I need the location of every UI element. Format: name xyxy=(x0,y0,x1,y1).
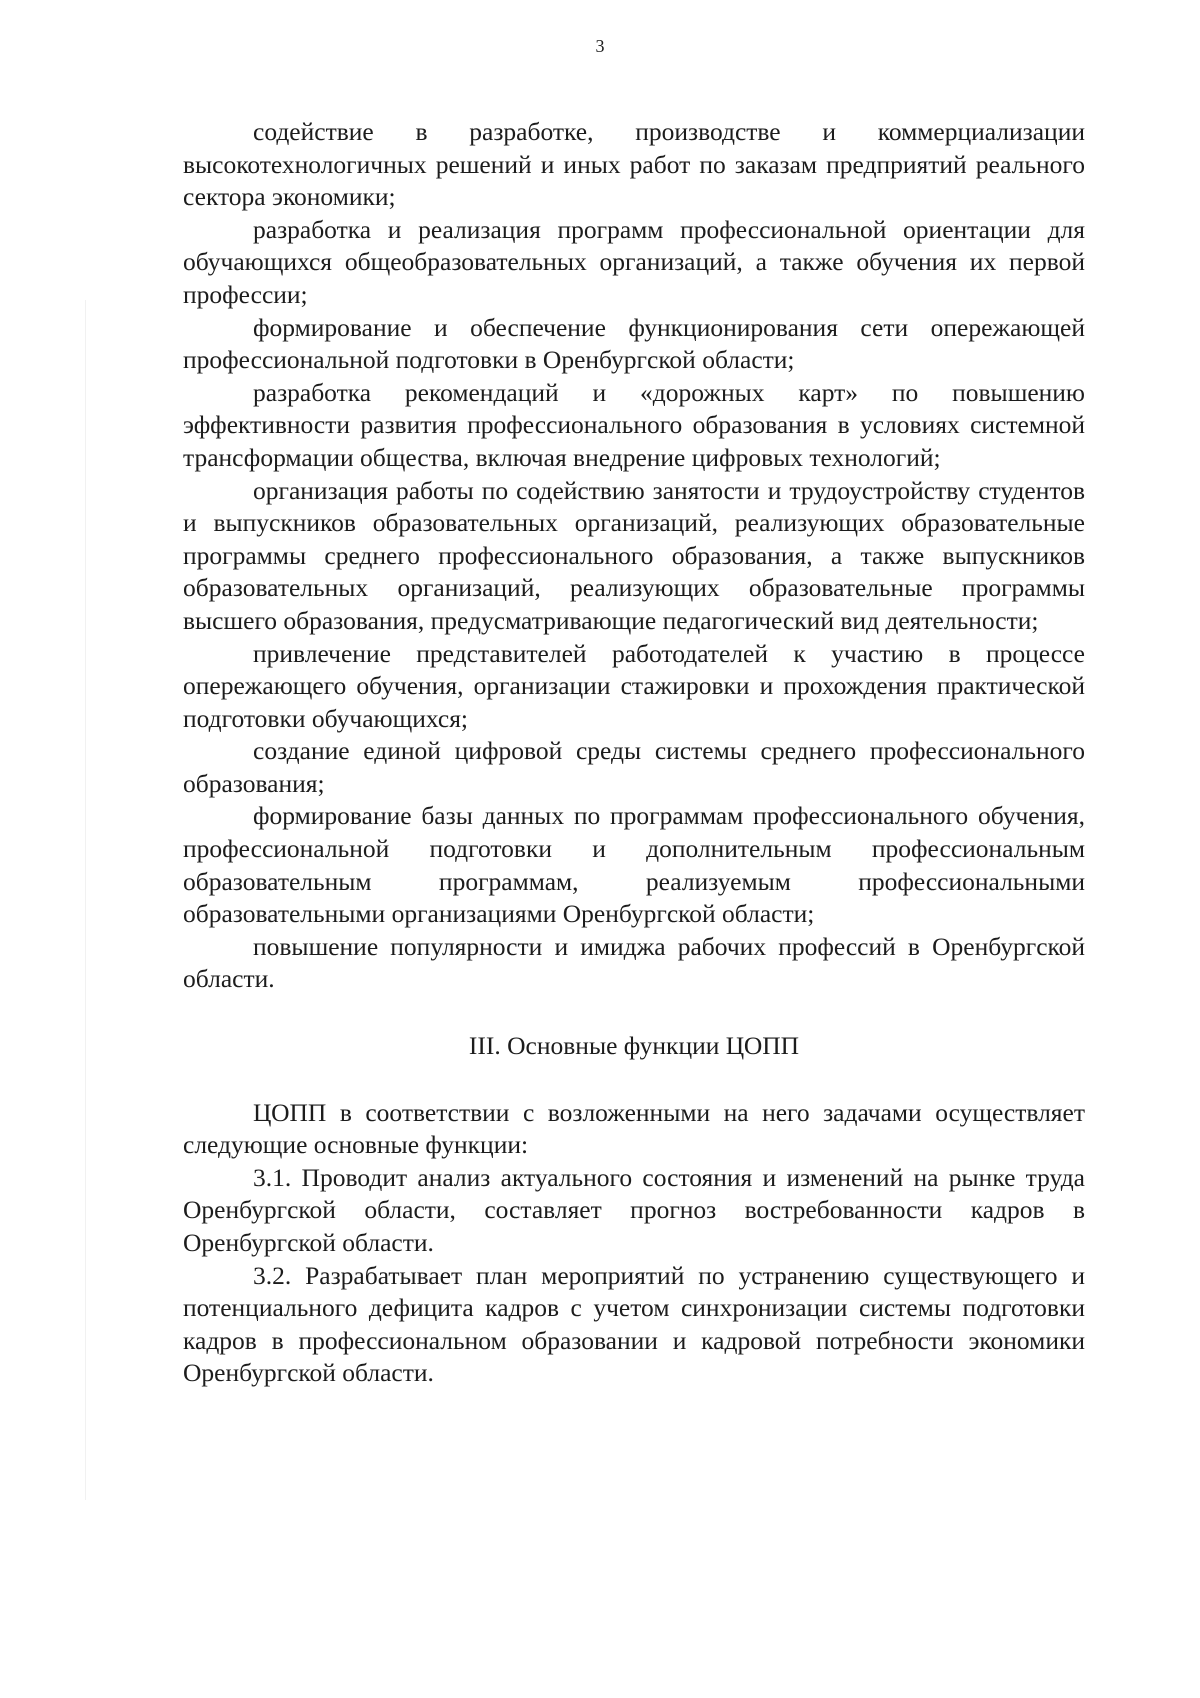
page-number: 3 xyxy=(595,36,605,56)
document-body xyxy=(183,116,1085,1390)
paragraph-digital-environment: создание единой цифровой среды системы среднего профессионального образования; xyxy=(183,736,1085,798)
paragraph-function-3-2: 3.2. Разрабатывает план мероприятий по устранению существующего и потенциального дефицита кадров с учетом синхронизации системы подготовки кадров в профессиональном образовании и кадровой потребности экономики Оренбургской области. xyxy=(183,1260,1085,1388)
paragraph-employment: организация работы по содействию занятости и трудоустройству студентов и выпускников образовательных организаций, реализующих образовательные программы среднего профессионального образования, а также выпускников образовательных организаций, реализующих образовательные программы высшего образования, предусматривающие педагогический вид деятельности; xyxy=(183,475,1085,635)
paragraph-roadmaps: разработка рекомендаций и «дорожных карт» по повышению эффективности развития профессионального образования в условиях системной трансформации общества, включая внедрение цифровых технологий; xyxy=(183,377,1085,472)
section-heading: III. Основные функции ЦОПП xyxy=(468,1031,800,1061)
paragraph-function-3-1: 3.1. Проводит анализ актуального состояния и изменений на рынке труда Оренбургской области, составляет прогноз востребованности кадров в Оренбургской области. xyxy=(183,1162,1085,1257)
paragraph-commercialization: содействие в разработке, производстве и коммерциализации высокотехнологичных решений и иных работ по заказам предприятий реального сектора экономики; xyxy=(183,117,1085,212)
paragraph-database: формирование базы данных по программам профессионального обучения, профессиональной подготовки и дополнительным профессиональным образовательным программам, реализуемым профессиональными образовательными организациями Оренбургской области; xyxy=(183,801,1085,929)
paragraph-career-guidance: разработка и реализация программ профессиональной ориентации для обучающихся общеобразовательных организаций, а также обучения их первой профессии; xyxy=(183,214,1085,309)
paragraph-training-network: формирование и обеспечение функционирования сети опережающей профессиональной подготовки в Оренбургской области; xyxy=(183,312,1085,375)
paragraph-functions-intro: ЦОПП в соответствии с возложенными на него задачами осуществляет следующие основные функции: xyxy=(183,1097,1085,1160)
paragraph-employers: привлечение представителей работодателей к участию в процессе опережающего обучения, организации стажировки и прохождения практической подготовки обучающихся; xyxy=(183,638,1085,733)
paragraph-popularity: повышение популярности и имиджа рабочих профессий в Оренбургской области. xyxy=(183,931,1085,994)
scan-edge-shadow xyxy=(85,300,86,1500)
